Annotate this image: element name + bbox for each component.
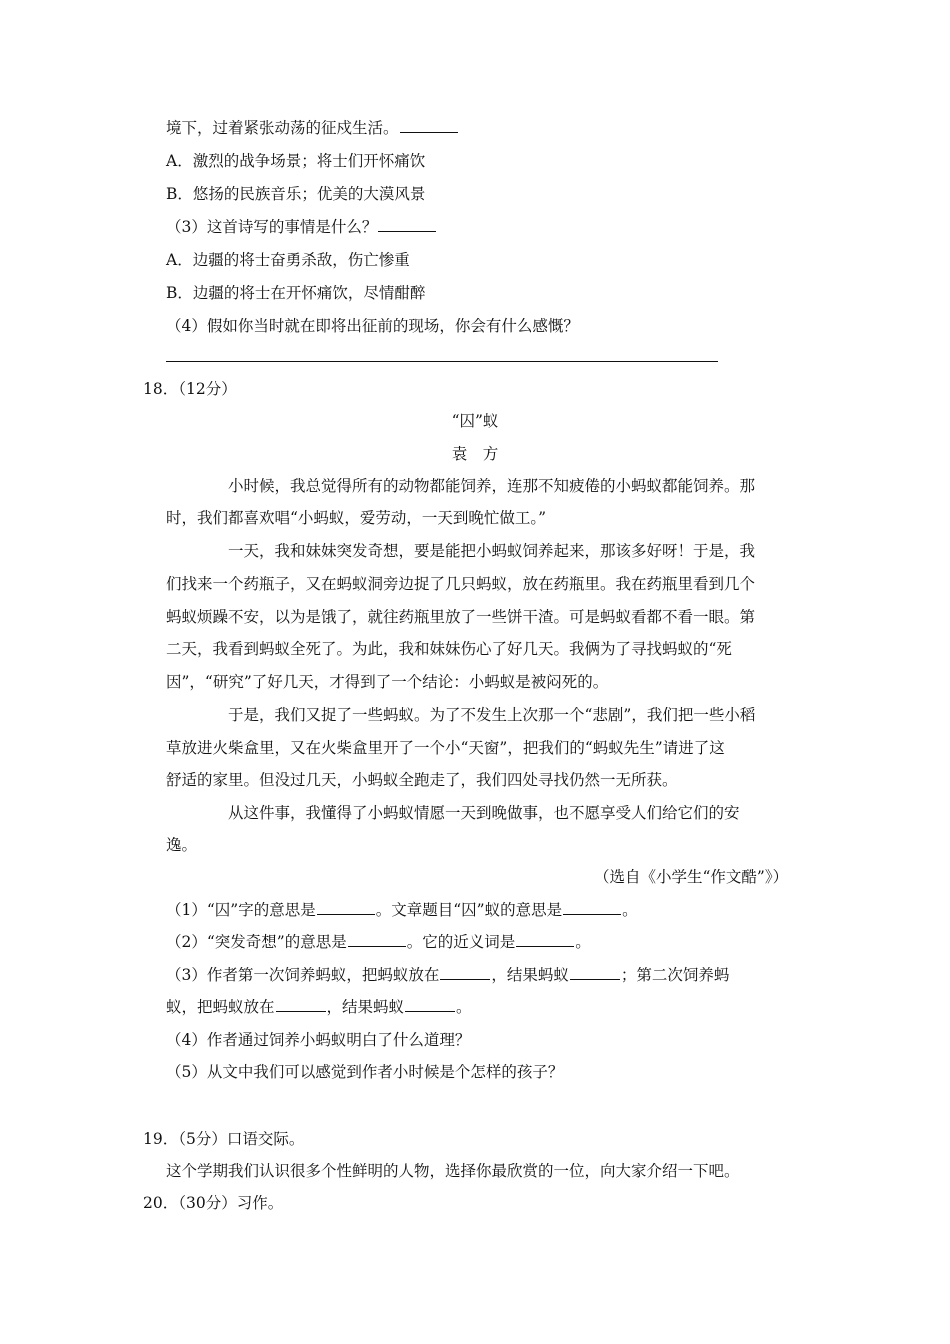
q18-sub4: （4）作者通过饲养小蚂蚁明白了什么道理？ [166,1031,471,1049]
passage-author: 袁 方 [451,445,499,463]
q18-sub2-text-b: 。它的近义词是 [406,933,516,951]
q18-sub3-text-e: ，结果蚂蚁 [326,998,405,1016]
q17-option-b2: B．边疆的将士在开怀痛饮，尽情酣醉 [166,284,426,302]
answer-blank[interactable] [440,965,490,980]
q17-sub4: （4）假如你当时就在即将出征前的现场，你会有什么感慨？ [166,317,579,335]
passage-p2-line1: 一天，我和妹妹突发奇想，要是能把小蚂蚁饲养起来，那该多好呀！于是，我 [228,542,756,560]
answer-blank[interactable] [348,932,406,947]
passage-p2-line3: 蚂蚁烦躁不安，以为是饿了，就往药瓶里放了一些饼干渣。可是蚂蚁看都不看一眼。第 [166,608,756,626]
q18-sub3-text-c: ；第二次饲养蚂 [620,966,730,984]
q18-sub3-text-a: （3）作者第一次饲养蚂蚁，把蚂蚁放在 [166,966,440,984]
answer-blank[interactable] [317,900,375,915]
answer-blank[interactable] [378,217,436,232]
q17-sub3-text: （3）这首诗写的事情是什么？ [166,218,378,236]
answer-blank[interactable] [276,997,326,1012]
q20-heading: 20．（30分）习作。 [143,1194,284,1212]
q17-option-a2: A．边疆的将士奋勇杀敌，伤亡惨重 [166,251,410,269]
q18-sub3-line1 [166,964,729,986]
q18-sub3-text-f: 。 [456,998,472,1016]
q18-heading: 18．（12分） [143,380,237,398]
q18-sub3-line2 [166,996,472,1018]
q18-sub1-text-a: （1）“囚”字的意思是 [166,901,316,919]
answer-blank[interactable] [563,900,621,915]
passage-p1-line2: 时，我们都喜欢唱“小蚂蚁，爱劳动，一天到晚忙做工。” [166,509,547,527]
q17-answer-line[interactable] [166,361,718,362]
q18-sub3-text-d: 蚁，把蚂蚁放在 [166,998,275,1016]
passage-p2-line4: 二天，我看到蚂蚁全死了。为此，我和妹妹伤心了好几天。我俩为了寻找蚂蚁的“死 [166,640,732,658]
passage-title: “囚”蚁 [451,412,499,430]
passage-p3-line2: 草放进火柴盒里，又在火柴盒里开了一个小“天窗”，把我们的“蚂蚁先生”请进了这 [166,739,725,757]
answer-blank[interactable] [516,932,574,947]
q18-sub1-text-b: 。文章题目“囚”蚁的意思是 [375,901,563,919]
q17-sub3 [166,216,437,238]
passage-p4-line2: 逸。 [166,836,198,854]
q18-sub3-text-b: ，结果蚂蚁 [491,966,569,984]
q18-sub2 [166,931,591,953]
answer-blank[interactable] [400,118,458,133]
answer-blank[interactable] [570,965,620,980]
passage-p4-line1: 从这件事，我懂得了小蚂蚁情愿一天到晚做事，也不愿享受人们给它们的安 [228,804,740,822]
passage-p2-line2: 们找来一个药瓶子，又在蚂蚁洞旁边捉了几只蚂蚁，放在药瓶里。我在药瓶里看到几个 [166,575,756,593]
q18-sub1 [166,899,638,921]
passage-p3-line1: 于是，我们又捉了一些蚂蚁。为了不发生上次那一个“悲剧”，我们把一些小稻 [228,706,756,724]
q18-sub1-text-c: 。 [622,901,638,919]
answer-blank[interactable] [405,997,455,1012]
q18-sub2-text-c: 。 [575,933,591,951]
passage-p3-line3: 舒适的家里。但没过几天，小蚂蚁全跑走了，我们四处寻找仍然一无所获。 [166,771,678,789]
passage-p1-line1: 小时候，我总觉得所有的动物都能饲养，连那不知疲倦的小蚂蚁都能饲养。那 [228,477,756,495]
q18-sub5: （5）从文中我们可以感觉到作者小时候是个怎样的孩子？ [166,1063,564,1081]
passage-source: （选自《小学生“作文酷”》） [594,868,789,886]
q18-sub2-text-a: （2）“突发奇想”的意思是 [166,933,347,951]
q17-option-a1: A．激烈的战争场景；将士们开怀痛饮 [166,152,426,170]
passage-p2-line5: 因”，“研究”了好几天，才得到了一个结论：小蚂蚁是被闷死的。 [166,673,609,691]
q19-body: 这个学期我们认识很多个性鲜明的人物，选择你最欣赏的一位，向大家介绍一下吧。 [166,1162,740,1180]
q17-text: 境下，过着紧张动荡的征戍生活。 [166,119,399,137]
q19-heading: 19．（5分）口语交际。 [143,1130,305,1148]
q17-continued-line [166,117,459,139]
q17-option-b1: B．悠扬的民族音乐；优美的大漠风景 [166,185,426,203]
